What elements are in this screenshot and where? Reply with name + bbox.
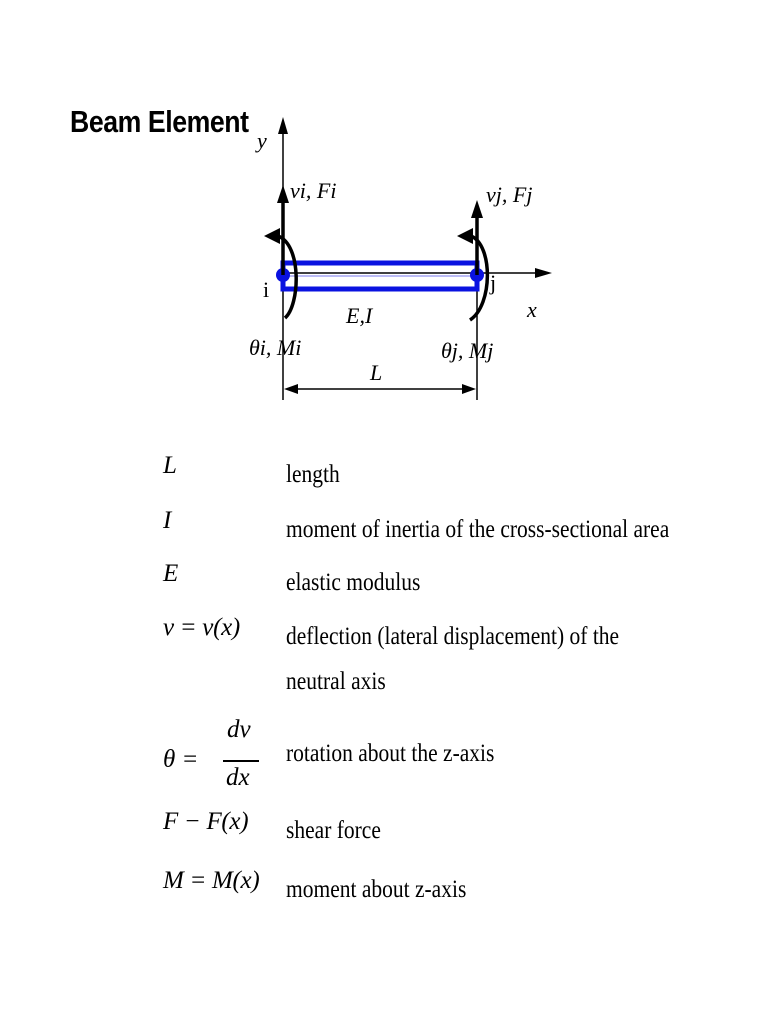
properties-label: E,I	[346, 303, 373, 328]
force-arrowhead-i	[277, 185, 289, 203]
rotation-formula	[163, 716, 283, 806]
formula-numerator: dv	[227, 716, 251, 743]
definition-symbol: M = M(x)	[163, 867, 260, 894]
moment-arrowhead-i	[264, 228, 280, 244]
definition-description: shear force	[286, 817, 381, 844]
load-label-i: vi, Fi	[290, 178, 337, 203]
definition-symbol: E	[163, 560, 178, 587]
node-label-i: i	[263, 277, 270, 302]
y-axis-label: y	[257, 128, 267, 153]
load-label-j: vj, Fj	[486, 182, 533, 207]
definition-symbol: L	[163, 452, 177, 479]
definition-symbol: I	[163, 507, 172, 534]
definition-description: moment of inertia of the cross-sectional area	[286, 516, 670, 543]
length-arrowhead-left	[284, 384, 298, 394]
force-arrowhead-j	[471, 200, 483, 218]
node-label-j: j	[490, 270, 497, 295]
beam-diagram	[0, 0, 768, 420]
definition-symbol: F − F(x)	[163, 808, 249, 835]
moment-arrowhead-j	[457, 228, 473, 244]
length-label: L	[370, 360, 383, 385]
fraction-bar	[223, 760, 259, 762]
page-title: Beam Element	[70, 104, 249, 139]
x-axis-label: x	[527, 297, 537, 322]
definition-description: length	[286, 461, 340, 488]
definition-description: elastic modulus	[286, 569, 421, 596]
definition-description-continued: neutral axis	[286, 668, 386, 695]
y-axis-arrowhead	[278, 117, 288, 134]
moment-label-j: θj, Mj	[441, 338, 494, 363]
definition-description: deflection (lateral displacement) of the	[286, 623, 620, 650]
definition-description: moment about z-axis	[286, 876, 467, 903]
definition-symbol: v = v(x)	[163, 614, 240, 641]
definition-description: rotation about the z-axis	[286, 740, 495, 767]
formula-denominator: dx	[226, 764, 250, 791]
length-arrowhead-right	[462, 384, 476, 394]
moment-label-i: θi, Mi	[249, 335, 302, 360]
formula-lhs: θ =	[163, 746, 199, 773]
x-axis-arrowhead	[535, 268, 552, 278]
